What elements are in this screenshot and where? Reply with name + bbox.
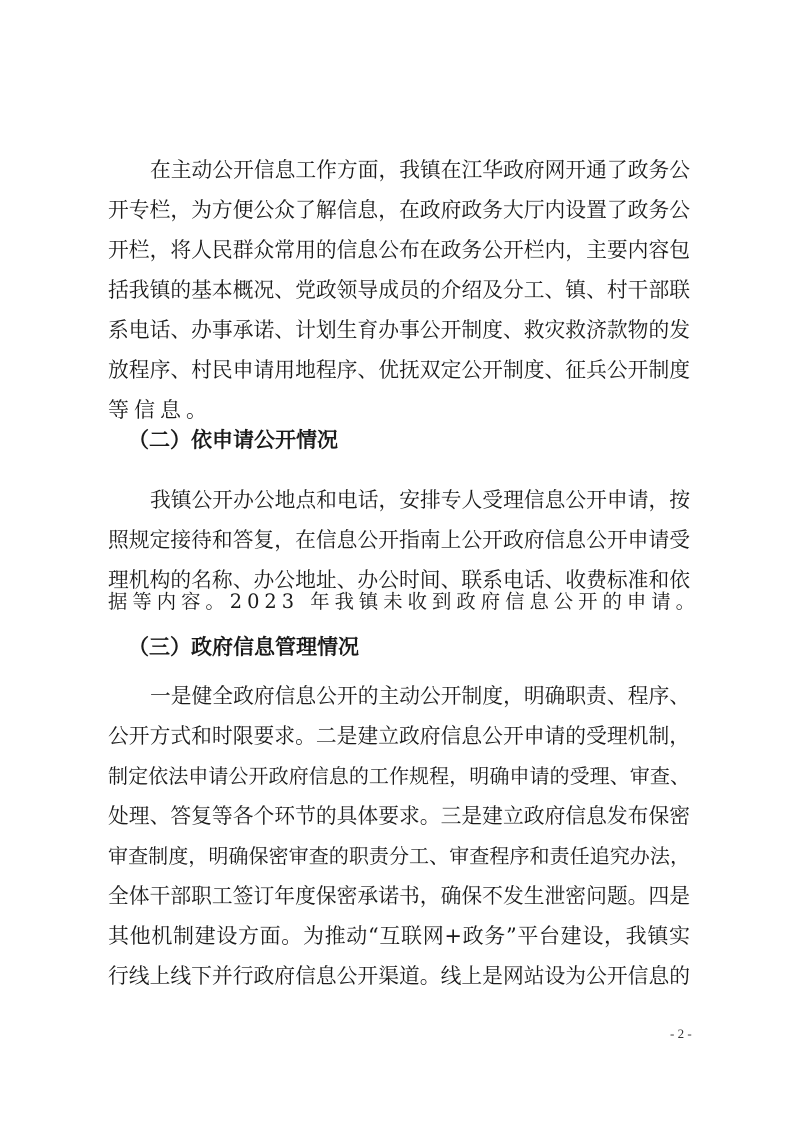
paragraph-line: 其他机制建设方面。为推动“互联网+政务”平台建设，我镇实	[108, 924, 690, 948]
paragraph-line: 开栏，将人民群众常用的信息公布在政务公开栏内，主要内容包	[108, 238, 690, 262]
paragraph-line: 处理、答复等各个环节的具体要求。三是建立政府信息发布保密	[108, 804, 690, 828]
paragraph-line: 系电话、办事承诺、计划生育办事公开制度、救灾救济款物的发	[108, 318, 690, 342]
paragraph-line: 放程序、村民申请用地程序、优抚双定公开制度、征兵公开制度	[108, 358, 690, 382]
paragraph-line: 一是健全政府信息公开的主动公开制度，明确职责、程序、	[150, 684, 690, 708]
paragraph-line: 等信息。	[108, 398, 212, 422]
paragraph-line: 制定依法申请公开政府信息的工作规程，明确申请的受理、审查、	[108, 764, 690, 788]
section-heading: （二）依申请公开情况	[128, 428, 338, 452]
paragraph-line: 在主动公开信息工作方面，我镇在江华政府网开通了政务公	[150, 158, 690, 182]
paragraph-line: 我镇公开办公地点和电话，安排专人受理信息公开申请，按	[150, 488, 690, 512]
paragraph-line: 开专栏，为方便公众了解信息，在政府政务大厅内设置了政务公	[108, 198, 690, 222]
paragraph-line: 括我镇的基本概况、党政领导成员的介绍及分工、镇、村干部联	[108, 278, 690, 302]
paragraph-line: 行线上线下并行政府信息公开渠道。线上是网站设为公开信息的	[108, 964, 690, 988]
paragraph-line: 理机构的名称、办公地址、办公时间、联系电话、收费标准和依	[108, 568, 690, 592]
page-number: - 2 -	[670, 1026, 692, 1041]
paragraph-line: 全体干部职工签订年度保密承诺书，确保不发生泄密问题。四是	[108, 884, 690, 908]
paragraph-line: 据等内容。2023 年我镇未收到政府信息公开的申请。	[108, 590, 700, 613]
paragraph-line: 公开方式和时限要求。二是建立政府信息公开申请的受理机制，	[108, 724, 690, 748]
paragraph-line: 照规定接待和答复，在信息公开指南上公开政府信息公开申请受	[108, 528, 690, 552]
section-heading: （三）政府信息管理情况	[128, 635, 359, 659]
paragraph-line: 审查制度，明确保密审查的职责分工、审查程序和责任追究办法，	[108, 844, 690, 868]
